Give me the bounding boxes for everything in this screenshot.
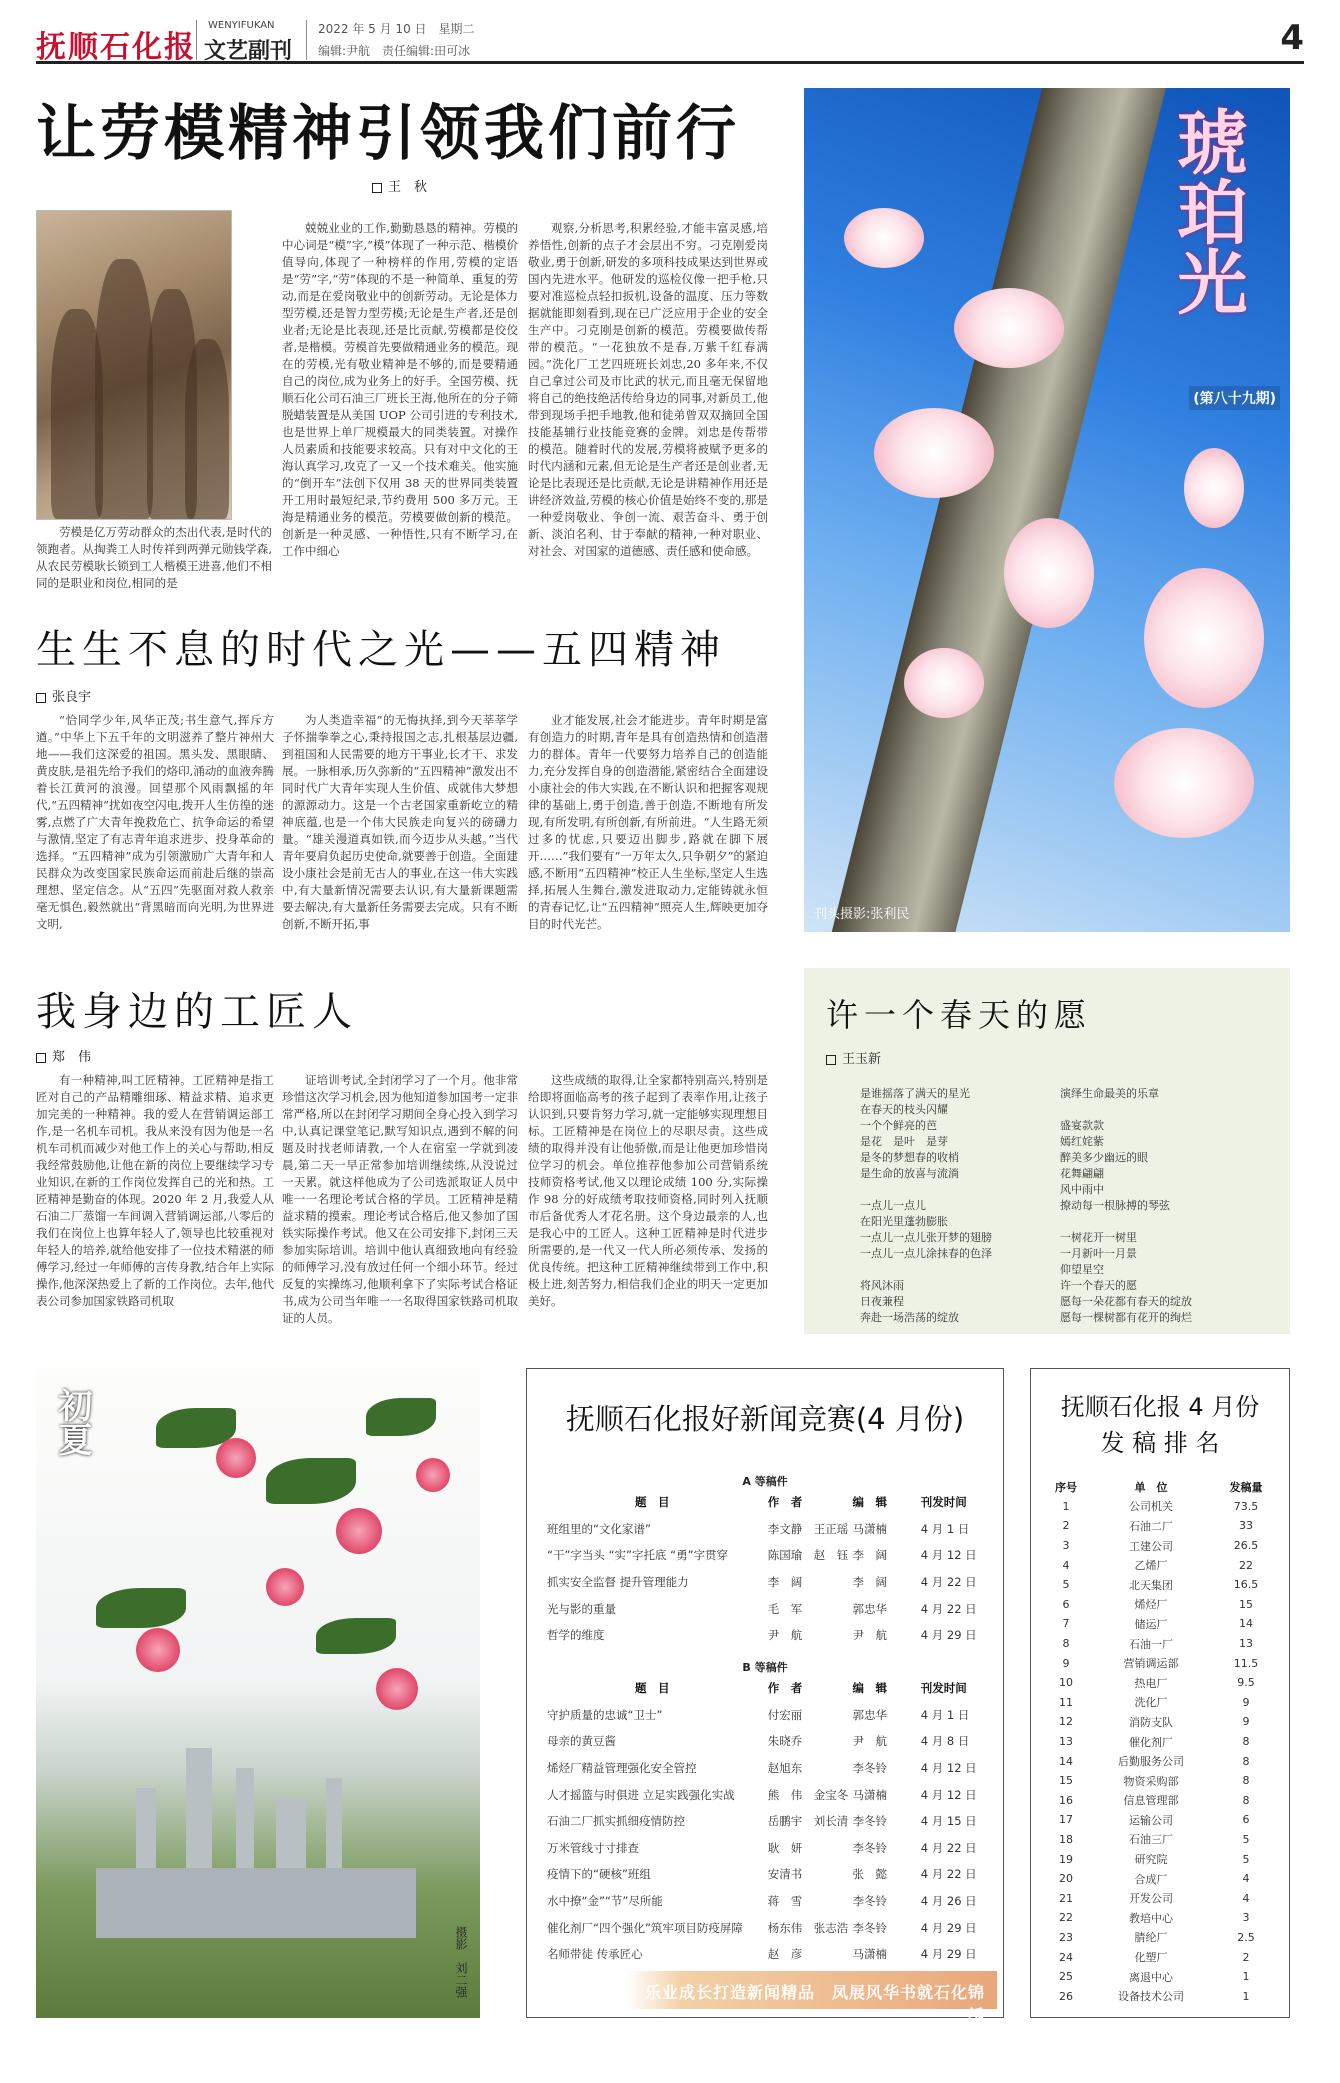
table-cell: 研究院 — [1134, 1853, 1168, 1867]
table-cell: 16 — [1059, 1793, 1073, 1807]
poem-line: 许一个春天的愿 — [1060, 1279, 1137, 1292]
table-cell: 2 — [1242, 1950, 1250, 1964]
poem-byline — [826, 1048, 881, 1067]
table-cell: 14 — [1059, 1754, 1073, 1768]
table-row — [545, 1808, 985, 1835]
poem-title: 许一个春天的愿 — [826, 996, 1093, 1034]
poem-line: 一月新叶一月景 — [1060, 1247, 1137, 1260]
table-cell: 班组里的“文化家谱” — [547, 1521, 651, 1536]
table-row — [1041, 1555, 1281, 1575]
table-cell: 公司机关 — [1129, 1500, 1173, 1514]
table-cell: 8 — [1242, 1735, 1250, 1749]
table-cell: 26 — [1059, 1989, 1073, 2003]
table-cell: 23 — [1059, 1930, 1073, 1944]
table-cell: 16.5 — [1233, 1578, 1259, 1592]
table-cell: 石油二厂 — [1129, 1519, 1173, 1533]
table-cell: 催化剂厂 — [1129, 1735, 1173, 1749]
table-cell: 8 — [1242, 1793, 1250, 1807]
table-cell: 9 — [1242, 1695, 1250, 1709]
table-cell: 营销调运部 — [1123, 1657, 1179, 1671]
table-cell: 9 — [1242, 1715, 1250, 1729]
table-row — [1041, 1732, 1281, 1752]
table-row — [1041, 1536, 1281, 1556]
table-cell: 4 月 29 日 — [920, 1947, 977, 1962]
table-row — [545, 1914, 985, 1941]
poem-line: 演绎生命最美的乐章 — [1060, 1087, 1159, 1100]
table-cell: 8 — [1242, 1754, 1250, 1768]
table-cell: 腈纶厂 — [1134, 1931, 1168, 1945]
ranking-title — [1031, 1389, 1289, 1461]
article2-col1: “恰同学少年,风华正茂;书生意气,挥斥方遒。”中华上下五千年的文明滋养了整片神州大地——我们这深爱的祖国。黑头发、黑眼睛、黄皮肤,是祖先给予我们的烙印,涌动的血液奔腾着长江黄河的浪漫。回望那个风雨飘摇的年代,“五四精神”扰如夜空闪电,拨开人生仿徨的迷雾,点燃了广大青年挽救危亡、抗争命运的希望与激情,坚定了有志青年追求进步、投身革命的选择。“五四精神”成为引领激励广大青年和人民群众为改变国家民族命运而前赴后继的崇高理想、坚定信念。从“五四”先驱面对救人救亲毫无惧色,毅然就出“背黑暗而向光明,为世界进文明, — [36, 713, 274, 931]
ranking-table — [1041, 1477, 1281, 2006]
table-cell: 4 月 12 日 — [920, 1787, 977, 1802]
b-grade-table — [545, 1675, 985, 1968]
poem-line: 愿每一朵花都有春天的绽放 — [1060, 1295, 1192, 1308]
table-cell: 21 — [1059, 1891, 1073, 1905]
table-cell: 12 — [1059, 1715, 1073, 1729]
table-cell: 9.5 — [1237, 1676, 1255, 1690]
poem-line: 醉美多少幽远的眼 — [1060, 1151, 1148, 1164]
poem-line: 在春天的枝头闪耀 — [860, 1103, 948, 1116]
table-cell: 14 — [1239, 1617, 1253, 1631]
table-cell: 赵 彦 — [767, 1947, 803, 1962]
calendar-title: 琥珀光 — [1166, 106, 1249, 316]
poem-line: 一点儿一点儿涂抹春的色泽 — [860, 1247, 992, 1260]
table-cell: 25 — [1059, 1970, 1073, 1984]
table-cell: 4 月 8 日 — [920, 1734, 970, 1749]
article1-byline — [372, 176, 427, 195]
table-cell: 17 — [1059, 1813, 1073, 1827]
photo-credit: 刊头摄影:张利民 — [814, 907, 910, 922]
table-cell: 马潇楠 — [852, 1787, 888, 1802]
poem-line: 仰望星空 — [1060, 1263, 1104, 1276]
article2-col2: 为人类造幸福”的无悔执择,到今天莘莘学子怀揣拳拳之心,秉持报国之志,扎根基层边疆,到祖国和人民需要的地方干事业,长才干、求发展。一脉相承,历久弥新的“五四精神”激发出不同时代广大青年实现人生价值、成就伟大梦想的源源动力。这是一个古老国家重新屹立的精神底蕴,也是一个伟大民族走向复兴的磅礴力量。“雄关漫道真如铁,而今迈步从头越。”当代青年要肩负起历史使命,就要善于创造。全面建设小康社会是前无古人的事业,在这一伟大实践中,有大量新情况需要去认识,有大量新课题需要去解决,有大量新任务需要去完成。只有不断创新,不断开拓,事 — [282, 713, 518, 931]
table-row — [1041, 1634, 1281, 1654]
table-cell: 信息管理部 — [1123, 1794, 1179, 1808]
table-cell: 15 — [1059, 1774, 1073, 1788]
table-cell: 5 — [1242, 1852, 1250, 1866]
b-grade-caption: B 等稿件 — [742, 1661, 788, 1674]
table-cell: 陈国瑜 赵 钰 — [767, 1548, 849, 1563]
a-grade-caption: A 等稿件 — [742, 1475, 788, 1488]
col-header-count: 发稿量 — [1229, 1480, 1263, 1494]
col-header-author: 作 者 — [767, 1681, 803, 1696]
table-cell: 4 月 1 日 — [920, 1521, 970, 1536]
contest-title: 抚顺石化报好新闻竞赛(4 月份) — [565, 1402, 965, 1436]
table-cell: 消防支队 — [1129, 1715, 1173, 1729]
table-row — [1041, 1967, 1281, 1987]
table-cell: 9 — [1062, 1656, 1070, 1670]
table-row — [1041, 1771, 1281, 1791]
masthead-divider — [306, 20, 307, 60]
table-cell: 33 — [1239, 1519, 1253, 1533]
table-cell: 守护质量的忠诚“卫士” — [547, 1707, 663, 1722]
table-cell: 耿 妍 — [767, 1840, 803, 1855]
table-cell: 李冬铃 — [852, 1761, 888, 1776]
table-cell: 4 月 29 日 — [920, 1920, 977, 1935]
table-row — [1041, 1888, 1281, 1908]
table-cell: “干”字当头 “实”字托底 “勇”字贯穿 — [547, 1548, 729, 1563]
table-row — [545, 1861, 985, 1888]
table-cell: 付宏丽 — [767, 1707, 803, 1722]
table-cell: 尹 航 — [852, 1734, 888, 1749]
table-cell: 11 — [1059, 1695, 1073, 1709]
poem-line: 一树花开一树里 — [1060, 1231, 1137, 1244]
table-cell: 李冬铃 — [852, 1840, 888, 1855]
masthead — [36, 14, 1304, 64]
poem-line: 一点儿一点儿张开梦的翅膀 — [860, 1231, 992, 1244]
table-row — [545, 1941, 985, 1968]
table-cell: 洗化厂 — [1134, 1696, 1168, 1710]
contest-slogan: 乐业成长打造新闻精品 凤展风华书就石化锦绣 — [627, 1971, 997, 2009]
ranking-title-line1: 抚顺石化报 4 月份 — [1060, 1393, 1260, 1421]
table-cell: 7 — [1062, 1617, 1070, 1631]
col-header-rank: 序号 — [1055, 1480, 1077, 1494]
editor-credits: 编辑:尹航 责任编辑:田可冰 — [318, 44, 471, 58]
byline-box-icon — [36, 1053, 46, 1063]
table-cell: 人才摇篮与时俱进 立足实践强化实战 — [547, 1787, 735, 1802]
poem-line: 是生命的放喜与流淌 — [860, 1167, 959, 1180]
table-row — [1041, 1712, 1281, 1732]
table-cell: 热电厂 — [1134, 1676, 1168, 1690]
table-row — [1041, 1614, 1281, 1634]
table-cell: 13 — [1239, 1637, 1253, 1651]
poem-line: 盛宴款款 — [1060, 1119, 1104, 1132]
table-cell: 张 懿 — [852, 1867, 888, 1882]
table-cell: 4 月 15 日 — [920, 1814, 977, 1829]
table-row — [545, 1781, 985, 1808]
summer-photo-title: 初夏 — [52, 1388, 92, 1456]
table-row — [1041, 1849, 1281, 1869]
table-cell: 烯烃厂 — [1134, 1598, 1168, 1612]
table-cell: 尹 航 — [852, 1628, 888, 1643]
article3-col1: 有一种精神,叫工匠精神。工匠精神是指工匠对自己的产品精雕细琢、精益求精、追求更加完美的一种精神。我的爱人在营销调运部工作,是一名机车司机。我从来没有因为他是一名机车司机而减少对他工作上的关心与帮助,相反我经常鼓励他,让他在新的岗位上要继续学习专业知识,在新的工作岗位发挥自己的光和热。工匠精神是勤奋的体现。2020 年 2 月,我爱人从石油二厂蒸馏一车间调入营销调运部,八零后的我们在岗位上也算年轻人了,领导也比较重视对年轻人的培养,就给他安排了一位技术精湛的师傅学习,经过一年师傅的言传身教,结合年上实际操作,他深深热爱上了新的工作岗位。去年,他代表公司参加国家铁路司机取 — [36, 1073, 274, 1308]
poem-line: 撩动每一根脉搏的琴弦 — [1060, 1199, 1170, 1212]
table-cell: 4 — [1242, 1872, 1250, 1886]
table-cell: 6 — [1242, 1813, 1250, 1827]
poem-line: 是谁摇落了满天的星光 — [860, 1087, 970, 1100]
table-cell: 运输公司 — [1129, 1813, 1173, 1827]
poem-box — [804, 968, 1290, 1334]
article2-col3: 业才能发展,社会才能进步。青年时期是富有创造力的时期,青年是具有创造热情和创造潜力的群体。青年一代要努力培养自己的创造能力,充分发挥自身的创造潜能,紧密结合全面建设小康社会的伟大实践,在不断认识和把握客观规律的基础上,勇于创造,善于创造,不断地有所发现,有所发明,有所创新,有所前进。“人生路无须过多的忧虑,只要迈出脚步,路就在脚下展开……”我们要有“一万年太久,只争朝夕”的紧迫感,不断用“五四精神”校正人生坐标,坚定人生选择,拓展人生舞台,激发进取动力,定能铸就永恒的青春记忆,让“五四精神”照亮人生,辉映更加夺目的时代光芒。 — [528, 713, 768, 931]
table-cell: 19 — [1059, 1852, 1073, 1866]
table-cell: 5 — [1062, 1578, 1070, 1592]
masthead-divider — [196, 20, 197, 60]
col-header-unit: 单 位 — [1134, 1480, 1168, 1494]
table-cell: 李冬铃 — [852, 1920, 888, 1935]
table-row — [1041, 1673, 1281, 1693]
article3-col3: 这些成绩的取得,让全家都特别高兴,特别是给即将面临高考的孩子起到了表率作用,让孩子认识到,只要肯努力学习,就一定能够实现理想目标。工匠精神是在岗位上的尽职尽责。这些成绩的取得并没有让他骄傲,而是让他更加珍惜岗位学习的机会。单位推荐他参加公司营销系统技师资格考试,他又以理论成绩 100 分,实际操作 98 分的好成绩考取技师资格,同时列入抚顺市后备优秀人才花名册。这个身边最亲的人,也是我心中的工匠人。这种工匠精神是时代进步所需要的,是一代又一代人所必须传承、发扬的优良传统。把这种工匠精神继续带到工作中,积极上进,刻苦努力,相信我们企业的明天一定更加美好。 — [528, 1073, 768, 1308]
poem-line: 愿每一棵树都有花开的绚烂 — [1060, 1311, 1192, 1324]
table-cell: 2.5 — [1237, 1930, 1255, 1944]
table-row — [1041, 1497, 1281, 1517]
poem-right-stanza — [1060, 1086, 1280, 1326]
table-row — [1041, 1575, 1281, 1595]
poem-line — [860, 1182, 1080, 1198]
table-cell: 4 — [1242, 1891, 1250, 1905]
table-cell: 赵旭东 — [767, 1761, 803, 1776]
section-name: 文艺副刊 — [204, 39, 293, 64]
poem-line: 一点儿一点儿 — [860, 1199, 926, 1212]
poem-line: 花舞翩翩 — [1060, 1167, 1104, 1180]
col-header-editor: 编 辑 — [852, 1681, 888, 1696]
table-cell: 石油三厂 — [1129, 1833, 1173, 1847]
table-cell: 离退中心 — [1129, 1970, 1173, 1984]
table-cell: 设备技术公司 — [1118, 1990, 1184, 2004]
table-cell: 郭忠华 — [852, 1601, 888, 1616]
table-cell: 石油一厂 — [1129, 1637, 1173, 1651]
table-cell: 3 — [1242, 1911, 1250, 1925]
article1-col1: 劳模是亿万劳动群众的杰出代表,是时代的领跑者。从掏粪工人时传祥到两弹元勋钱学森,从农民劳模耿长锁到工人楷模王进喜,他们不相同的是职业和岗位,相同的是 — [36, 525, 272, 588]
a-grade-table — [545, 1489, 985, 1649]
poem-line: 在阳光里蓬勃膨胀 — [860, 1215, 948, 1228]
poem-line: 是花 是叶 是芽 — [860, 1135, 948, 1148]
byline-box-icon — [372, 183, 382, 193]
table-cell: 万米管线寸寸排查 — [547, 1840, 639, 1855]
table-cell: 5 — [1242, 1832, 1250, 1846]
table-cell: 1 — [1242, 1989, 1250, 2003]
table-cell: 4 月 22 日 — [920, 1840, 977, 1855]
col-header-date: 刊发时间 — [920, 1495, 967, 1510]
poem-line: 将风沐雨 — [860, 1279, 904, 1292]
table-row — [1041, 1595, 1281, 1615]
table-cell: 朱晓乔 — [767, 1734, 803, 1749]
table-row — [1041, 1869, 1281, 1889]
table-cell: 18 — [1059, 1832, 1073, 1846]
page-number: 4 — [1280, 18, 1304, 58]
poem-line: 奔赴一场浩荡的绽放 — [860, 1311, 959, 1324]
article3-title: 我身边的工匠人 — [36, 989, 358, 1035]
article3-byline — [36, 1046, 91, 1065]
table-cell: 李 阔 — [852, 1575, 888, 1590]
ranking-title-line2: 发 稿 排 名 — [1100, 1429, 1220, 1457]
table-cell: 合成厂 — [1134, 1872, 1168, 1886]
col-header-title: 题 目 — [635, 1495, 670, 1510]
table-cell: 4 月 29 日 — [920, 1628, 977, 1643]
table-cell: 熊 伟 金宝冬 — [767, 1787, 849, 1802]
table-row — [1041, 1908, 1281, 1928]
table-row — [1041, 1810, 1281, 1830]
table-cell: 3 — [1062, 1539, 1070, 1553]
table-cell: 李冬铃 — [852, 1894, 888, 1909]
table-row — [1041, 1947, 1281, 1967]
article1-author: 王 秋 — [388, 180, 428, 195]
poem-line: 是冬的梦想春的收梢 — [860, 1151, 959, 1164]
article2-author: 张良宇 — [52, 690, 92, 705]
table-cell: 26.5 — [1233, 1539, 1259, 1553]
poem-line: 日夜兼程 — [860, 1295, 904, 1308]
article1-col3: 观察,分析思考,积累经验,才能丰富灵感,培养悟性,创新的点子才会层出不穷。刁克刚爱岗敬业,勇于创新,研发的多项科技成果达到世界或国内先进水平。他研发的巡检仪像一把手枪,只要对准巡检点轻扣扳机,设备的温度、压力等数据就能即刻看到,现在已广泛应用于企业的安全生产中。刁克刚是创新的模范。劳模要做传帮带的模范。“一花独放不是春,万紫千红春满园。”洗化厂工艺四班班长刘忠,20 多年来,不仅自己拿过公司及市比武的状元,而且毫无保留地将自己的绝技绝活传给身边的同事,对新员工,他带到现场手把手地教,他和徒弟曾双双摘回全国技能基辅行业技能竞赛的金牌。刘忠是传帮带的模范。随着时代的发展,劳模将被赋予更多的时代内涵和元素,但无论是生产者还是创业者,无论是比表现还是比贡献,无论是讲精神作用还是讲经济效益,劳模的核心价值是始终不变的,那是一种爱岗敬业、争创一流、艰苦奋斗、勇于创新、淡泊名利、甘于奉献的精神,一种对职业、对社会、对国家的道德感、责任感和使命感。 — [528, 221, 768, 558]
table-cell: 1 — [1242, 1970, 1250, 1984]
table-cell: 马潇楠 — [852, 1947, 888, 1962]
byline-box-icon — [826, 1055, 836, 1065]
newspaper-logo: 抚顺石化报 — [36, 30, 196, 65]
table-cell: 毛 军 — [767, 1601, 803, 1616]
col-header-title: 题 目 — [635, 1681, 670, 1696]
table-row — [1041, 1516, 1281, 1536]
table-cell: 催化剂厂“四个强化”筑牢项目防疫屏障 — [547, 1920, 743, 1935]
submission-ranking-box — [1030, 1368, 1290, 2018]
table-cell: 母亲的黄豆酱 — [547, 1734, 616, 1749]
article2-title: 生生不息的时代之光——五四精神 — [36, 627, 726, 673]
table-cell: 4 月 22 日 — [920, 1601, 977, 1616]
table-cell: 名师带徒 传承匠心 — [547, 1947, 643, 1962]
poem-line: 一个个鲜亮的芭 — [860, 1119, 937, 1132]
article1-title: 让劳模精神引领我们前行 — [36, 99, 740, 169]
table-cell: 郭忠华 — [852, 1707, 888, 1722]
table-cell: 李 阔 — [767, 1575, 803, 1590]
byline-box-icon — [36, 693, 46, 703]
table-cell: 工建公司 — [1129, 1539, 1173, 1553]
early-summer-photo — [36, 1368, 480, 2018]
table-row — [545, 1888, 985, 1915]
table-cell: 22 — [1059, 1911, 1073, 1925]
table-cell: 北天集团 — [1129, 1578, 1173, 1592]
table-row — [1041, 1653, 1281, 1673]
table-cell: 李冬铃 — [852, 1814, 888, 1829]
table-row — [545, 1755, 985, 1782]
table-cell: 20 — [1059, 1872, 1073, 1886]
table-cell: 8 — [1242, 1774, 1250, 1788]
table-cell: 后勤服务公司 — [1118, 1755, 1184, 1769]
table-cell: 水中撩“金”“节”尽所能 — [547, 1894, 663, 1909]
table-cell: 安清书 — [767, 1867, 803, 1882]
table-cell: 李 阔 — [852, 1548, 888, 1563]
table-cell: 11.5 — [1233, 1656, 1259, 1670]
table-cell: 15 — [1239, 1597, 1253, 1611]
table-cell: 13 — [1059, 1735, 1073, 1749]
table-cell: 烯烃厂精益管理强化安全管控 — [547, 1761, 697, 1776]
col-header-author: 作 者 — [767, 1495, 803, 1510]
table-cell: 尹 航 — [767, 1628, 803, 1643]
table-row — [1041, 1928, 1281, 1948]
poem-line: 嫣红姹紫 — [1060, 1135, 1104, 1148]
poem-line — [860, 1262, 1080, 1278]
issue-date: 2022 年 5 月 10 日 星期二 — [318, 22, 475, 36]
table-row — [1041, 1791, 1281, 1811]
table-row — [545, 1702, 985, 1729]
table-row — [545, 1569, 985, 1596]
poem-line — [1060, 1214, 1280, 1230]
table-row — [1041, 1986, 1281, 2006]
table-cell: 开发公司 — [1129, 1892, 1173, 1906]
table-row — [545, 1622, 985, 1649]
article3-author: 郑 伟 — [52, 1050, 92, 1065]
table-cell: 2 — [1062, 1519, 1070, 1533]
table-cell: 疫情下的“硬核”班组 — [547, 1867, 651, 1882]
news-contest-box — [526, 1368, 1004, 2025]
table-cell: 4 月 26 日 — [920, 1894, 977, 1909]
table-cell: 8 — [1062, 1637, 1070, 1651]
table-cell: 6 — [1062, 1597, 1070, 1611]
article1-col2: 兢兢业业的工作,勤勤恳恳的精神。劳模的中心词是“模”字,“模”体现了一种示范、楷模价值导向,体现了一种榜样的作用,劳模的定语是“劳”字,“劳”体现的不是一种简单、重复的劳动,而是在爱岗敬业中的创新劳动。无论是体力型劳模,还是智力型劳模;无论是生产者,还是创业者;无论是比表现,还是比贡献,劳模都是佼佼者,是楷模。劳模首先要做精通业务的模范。现在的劳模,光有敬业精神是不够的,而是要精通自己的岗位,成为业务上的好手。全国劳模、抚顺石化公司石油三厂班长王海,他所在的分子筛脱蜡装置是从美国 UOP 公司引进的专利技术,也是世界上单厂规模最大的同类装置。对操作人员素质和技能要求较高。只有对中文化的王海认真学习,攻克了一又一个技术难关。他实施的“倒开车”法创下仅用 38 天的世界同类装置开工用时最短纪录,节约费用 500 多万元。王海是精通业务的模范。劳模要做创新的模范。创新是一种灵感、一种悟性,只有不断学习,在工作中细心 — [282, 221, 518, 558]
poem-author: 王玉新 — [842, 1052, 882, 1067]
table-cell: 物资采购部 — [1123, 1774, 1179, 1788]
table-cell: 储运厂 — [1134, 1617, 1168, 1631]
table-cell: 石油二厂抓实抓细疫情防控 — [547, 1814, 685, 1829]
summer-photo-credit: 摄影 刘二强 — [454, 1926, 468, 1998]
poem-left-stanza — [860, 1086, 1080, 1326]
table-cell: 4 月 22 日 — [920, 1575, 977, 1590]
table-cell: 22 — [1239, 1558, 1253, 1572]
table-cell: 哲学的维度 — [547, 1628, 605, 1643]
table-cell: 4 月 12 日 — [920, 1548, 977, 1563]
table-cell: 化塑厂 — [1134, 1951, 1168, 1965]
table-cell: 10 — [1059, 1676, 1073, 1690]
table-row — [545, 1542, 985, 1569]
article2-byline — [36, 686, 91, 705]
table-cell: 马潇楠 — [852, 1521, 888, 1536]
article3-col2: 证培训考试,全封闭学习了一个月。他非常珍惜这次学习机会,因为他知道参加国考一定非常严格,所以在封闭学习期间全身心投入到学习中,认真记课堂笔记,默写知识点,遇到不解的问题及时找老师请教,一个人在宿室一学就到凌晨,第二天一早正常参加培训继续练,从没说过一天累。就这样他成为了公司选派取证人员中唯一一名理论考试合格的学员。工匠精神是精益求精的摸索。理论考试合格后,他又参加了国铁实际操作考试。他又在公司安排下,封闭三天参加实际培训。培训中他认真细致地向有经验的师傅学习,没有放过任何一个细小环节。经过反复的实操练习,他顺利拿下了实际考试合格证书,成为公司当年唯一一名取得国家铁路司机取证的人员。 — [282, 1073, 518, 1325]
table-cell: 4 月 1 日 — [920, 1707, 970, 1722]
table-cell: 1 — [1062, 1499, 1070, 1513]
poem-line: 风中雨中 — [1060, 1183, 1104, 1196]
blossom-tree-photo — [804, 88, 1290, 932]
table-row — [545, 1728, 985, 1755]
table-row — [545, 1516, 985, 1543]
table-row — [1041, 1693, 1281, 1713]
col-header-date: 刊发时间 — [920, 1681, 967, 1696]
table-cell: 4 — [1062, 1558, 1070, 1572]
table-cell: 岳鹏宇 刘长清 — [767, 1814, 849, 1829]
table-cell: 教培中心 — [1129, 1911, 1173, 1925]
col-header-editor: 编 辑 — [852, 1495, 888, 1510]
table-row — [1041, 1830, 1281, 1850]
poem-line — [1060, 1102, 1280, 1118]
worker-statue-photo — [36, 210, 232, 520]
table-cell: 4 月 22 日 — [920, 1867, 977, 1882]
table-cell: 4 月 12 日 — [920, 1761, 977, 1776]
table-cell: 蒋 雪 — [767, 1894, 803, 1909]
section-pinyin: WENYIFUKAN — [208, 20, 275, 31]
table-row — [1041, 1751, 1281, 1771]
table-cell: 73.5 — [1233, 1499, 1259, 1513]
table-row — [545, 1835, 985, 1862]
table-cell: 24 — [1059, 1950, 1073, 1964]
table-cell: 抓实安全监督 提升管理能力 — [547, 1575, 689, 1590]
table-cell: 李文静 王正瑶 — [767, 1521, 849, 1536]
table-cell: 乙烯厂 — [1134, 1559, 1168, 1573]
issue-number: (第八十九期) — [1189, 386, 1280, 410]
table-cell: 光与影的重量 — [547, 1601, 616, 1616]
table-cell: 杨东伟 张志浩 — [767, 1920, 849, 1935]
table-row — [545, 1595, 985, 1622]
